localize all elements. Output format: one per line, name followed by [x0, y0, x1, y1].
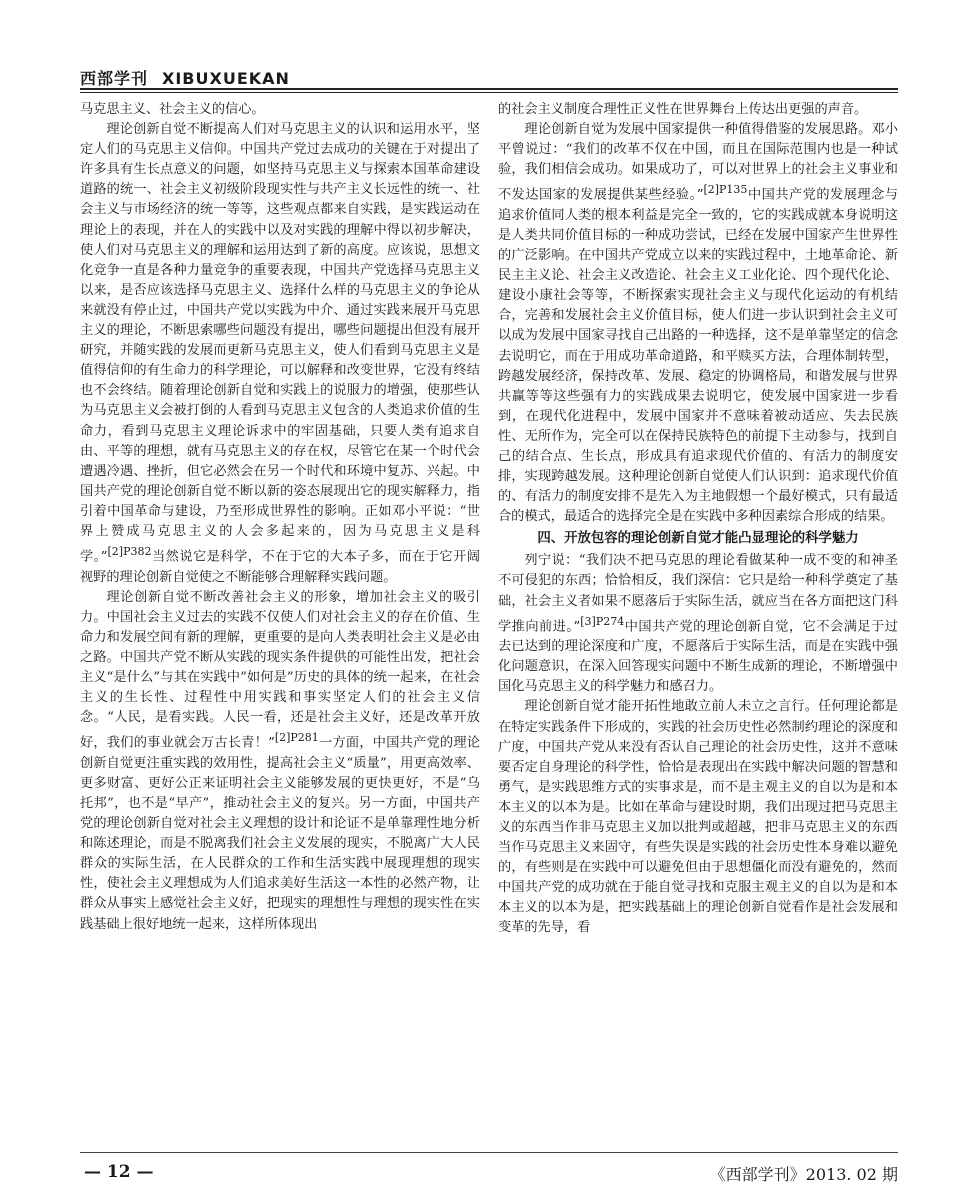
issue-info: 《西部学刊》2013. 02 期: [709, 1165, 898, 1184]
paragraph: [498, 120, 898, 527]
paragraph: 马克思主义、社会主义的信心。: [80, 102, 265, 117]
page-number: — 12 —: [84, 1162, 154, 1182]
paragraph: [80, 588, 480, 935]
paragraph: 理论创新自觉才能开拓性地敢立前人未立之言行。任何理论都是在特定实践条件下形成的，实践的社会历史性必然制约理论的深度和广度，中国共产党从来没有否认自己理论的社会历史性，这并不意味要否定自身理论的科学性，恰恰是表现出在实践中解决问题的智慧和勇气，是实践思维方式的实事求是，而不是主观主义的自以为是和本本主义的以本为是。比如在革命与建设时期，我们出现过把马克思主义的东西当作非马克思主义加以批判或超越，把非马克思主义的东西当作马克思主义来固守，有些失误是实践的社会历史性本身难以避免的，有些则是在实践中可以避免但由于思想僵化而没有避免的，然而中国共产党的成功就在于能自觉寻找和克服主观主义的自以为是和本本主义的以本为是，把实践基础上的理论创新自觉看作是社会发展和变革的先导，看: [498, 699, 898, 936]
paragraph-text: 理论创新自觉不断提高人们对马克思主义的认识和运用水平，坚定人们的马克思主义信仰。中国共产党过去成功的关键在于对提出了许多具有生长点意义的问题，如坚持马克思主义与探索本国革命建设道路的统一、社会主义初级阶段现实性与共产主义长远性的统一、社会主义与市场经济的统一等等，这些观点都来自实践，是实践运动在理论上的表现，并在人的实践中以及对实践的理解中得以初步解决，使人们对马克思主义的理解和运用达到了新的高度。应该说，思想文化竞争一直是各种力量竞争的重要表现，中国共产党选择马克思主义以来，是否应该选择马克思主义、选择什么样的马克思主义的争论从来就没有停止过，中国共产党以实践为中介、通过实践来展开马克思主义的理论，不断思索哪些问题没有提出，哪些问题提出但没有展开研究，并随实践的发展而更新马克思主义，使人们看到马克思主义是值得信仰的有生命力的科学理论，可以解释和改变世界，它没有终结也不会终结。随着理论创新自觉和实践上的说服力的增强，使那些认为马克思主义会被打倒的人看到马克思主义包含的人类追求价值的生命力，看到马克思主义理论诉求中的牢固基础，只要人类有追求自由、平等的理想，就有马克思主义的存在权，尽管它在某一个时代会遭遇冷遇、挫折，但它必然会在另一个时代和环境中复苏、兴起。中国共产党的理论创新自觉不断以新的姿态展现出它的现实解释力，指引着中国革命与建设，乃至形成世界性的影响。正如邓小平说：“世界上赞成马克思主义的人会多起来的，因为马克思主义是科学。”: [80, 122, 480, 565]
section-heading: 四、开放包容的理论创新自觉才能凸显理论的科学魅力: [537, 531, 859, 547]
right-column: [498, 100, 898, 1140]
paragraph-text: 中国共产党的发展理念与追求价值同人类的根本利益是完全一致的，它的实践成就本身说明这是人类共同价值目标的一种成功尝试，已经在发展中国家产生世界性的广泛影响。在中国共产党成立以来的实践过程中，土地革命论、新民主主义论、社会主义改造论、社会主义工业化论、四个现代化论、建设小康社会等等，不断探索实现社会主义与现代化运动的有机结合，完善和发展社会主义价值目标，使人们进一步认识到社会主义可以成为发展中国家寻找自己出路的一种选择，这不是单靠坚定的信念去说明它，而在于用成功革命道路，和平赎买方法，合理体制转型，跨越发展经济，保持改革、发展、稳定的协调格局，和谐发展与世界共赢等等这些强有力的实践成果去说明它，使发展中国家进一步看到，在现代化进程中，发展中国家并不意味着被动适应、失去民族性、无所作为，完全可以在保持民族特色的前提下主动参与，找到自己的结合点、生长点，形成具有追求现代价值的、有活力的制度安排，实现跨越发展。这种理论创新自觉使人们认识到：追求现代价值的、有活力的制度安排不是先入为主地假想一个最好模式，只有最适合的模式，最适合的选择完全是在实践中多种因素综合形成的结果。: [498, 187, 898, 525]
running-header: [80, 62, 898, 88]
page-footer: [80, 1152, 898, 1186]
header-rule-thin: [80, 92, 898, 93]
citation-mark: [2]P135: [703, 183, 748, 197]
paragraph-text: 理论创新自觉不断改善社会主义的形象，增加社会主义的吸引力。中国社会主义过去的实践不仅使人们对社会主义的存在价值、生命力和发展空间有新的理解，更重要的是向人类表明社会主义是必由之路。中国共产党不断从实践的现实条件提供的可能性出发，把社会主义“是什么”与其在实践中“如何是”历史的具体的统一起来，在社会主义的生长性、过程性中用实践和事实坚定人们的社会主义信念。“人民，是看实践。人民一看，还是社会主义好，还是改革开放好，我们的事业就会万古长青！”: [80, 589, 480, 751]
paragraph: [80, 120, 480, 588]
paragraph: [498, 551, 898, 697]
left-column: [80, 100, 480, 1140]
header-rule-thick: [80, 88, 898, 90]
journal-title-pinyin: XIBUXUEKAN: [162, 69, 290, 88]
paragraph-text: 一方面，中国共产党的理论创新自觉更注重实践的效用性，提高社会主义“质量”，用更高效率、更多财富、更好公正来证明社会主义能够发展的更快更好，不是“乌托邦”，也不是“早产”，推动社会主义的复兴。另一方面，中国共产党的理论创新自觉对社会主义理想的设计和论证不是单靠理性地分析和陈述理论，而是不脱离我们社会主义发展的现实，不脱离广大人民群众的实际生活，在人民群众的工作和生活实践中展现理想的现实性，使社会主义理想成为人们追求美好生活这一本性的必然产物，让群众从事实上感觉社会主义好，把现实的理想性与理想的现实性在实践基础上很好地统一起来，这样所体现出: [80, 735, 480, 932]
paragraph-text: 中国共产党的理论创新自觉，它不会满足于过去已达到的理论深度和广度，不愿落后于实际生活，而是在实践中强化问题意识，在深入回答现实问题中不断生成新的理论，不断增强中国化马克思主义的科学魅力和感召力。: [498, 619, 898, 695]
journal-title-chinese: 西部学刊: [80, 69, 149, 88]
citation-mark: [2]P382: [107, 545, 152, 559]
paragraph-text: 理论创新自觉为发展中国家提供一种值得借鉴的发展思路。邓小平曾说过：“我们的改革不仅在中国，而且在国际范围内也是一种试验，我们相信会成功。如果成功了，可以对世界上的社会主义事业和不发达国家的发展提供某些经验。”: [498, 122, 898, 203]
paragraph: 的社会主义制度合理性正义性在世界舞台上传达出更强的声音。: [498, 102, 868, 117]
journal-title: [80, 66, 290, 89]
citation-mark: [3]P274: [580, 614, 625, 628]
footer-rule: [80, 1152, 898, 1153]
paragraph-text: 列宁说：“我们决不把马克思的理论看做某种一成不变的和神圣不可侵犯的东西；恰恰相反，我们深信：它只是给一种科学奠定了基础，社会主义者如果不愿落后于实际生活，就应当在各方面把这门科学推向前进。”: [498, 553, 898, 635]
paragraph-text: 当然说它是科学，不在于它的大本子多，而在于它开阔视野的理论创新自觉使之不断能够合理解释实践问题。: [80, 549, 480, 585]
citation-mark: [2]P281: [274, 731, 319, 745]
